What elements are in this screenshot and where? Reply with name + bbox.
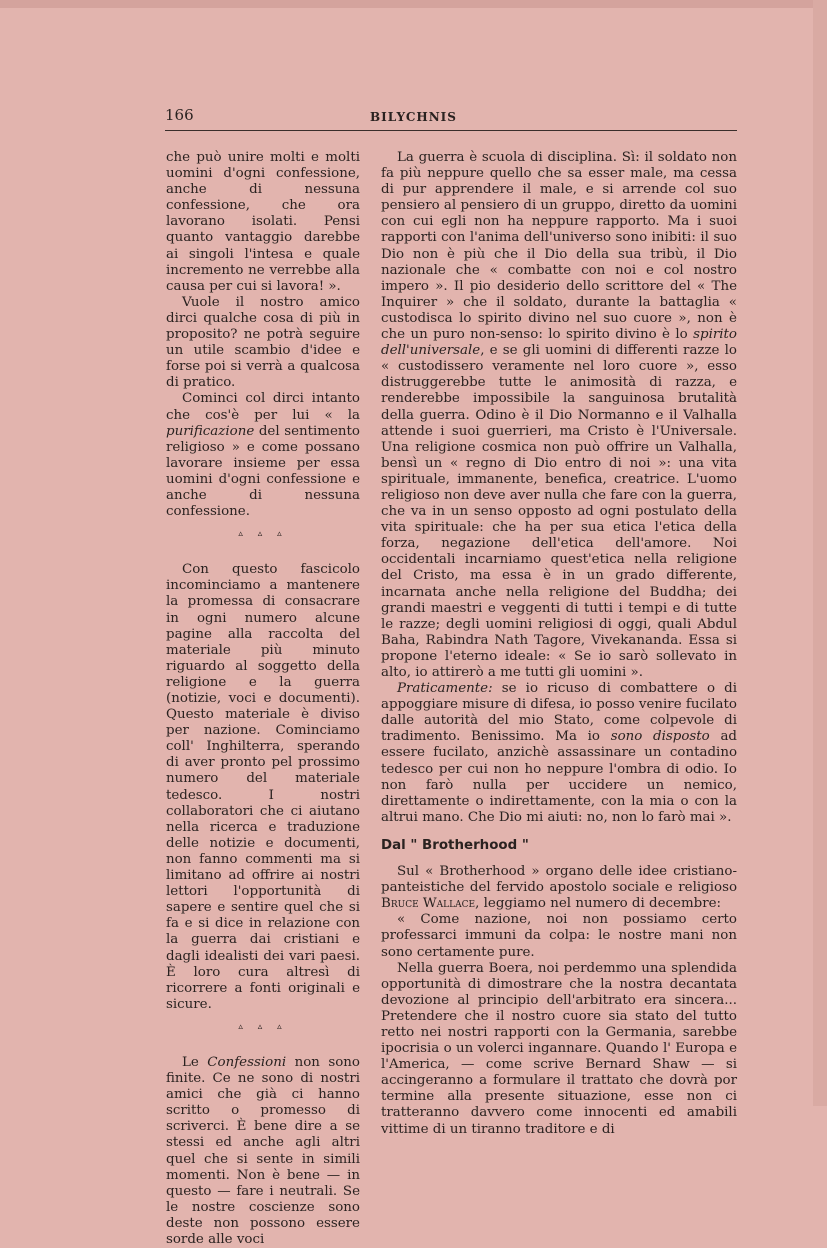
italic-text: spirito dell'universale <box>381 327 737 359</box>
paragraph: Vuole il nostro amico dirci qualche cosa di più in proposito? ne potrà seguire un utile scambio d'idee e forse poi si verrà a qualcosa di pratico. <box>166 294 360 391</box>
header-rule <box>165 130 737 131</box>
paragraph <box>166 391 360 520</box>
italic-text: sono disposto <box>610 729 710 745</box>
text-run: , e se gli uomini di differenti razze lo « custodissero veramente nel loro cuore », esso distruggerebbe tutte le animosità di razza, e renderebbe impossibile la sanguinosa brutalità della guerra. Odino è il Dio Normanno e il Valhalla attende i suoi guerrieri, ma Cristo è l'Universale. Una religione cosmica non può offrire un Valhalla, bensì un « regno di Dio entro di noi »: una vita spirituale, immanente, benefica, creatrice. L'uomo religioso non deve aver nulla che fare con la guerra, che va in un senso opposto ad ogni postulato della vita spirituale: che ha per sua etica l'etica della forza, negazione dell'etica dell'amore. Noi occidentali incarniamo quest'etica nella religione del Cristo, ma essa è in un grado differente, incarnata anche nella religione del Buddha; dei grandi maestri e veggenti di tutti i tempi e di tutte le razze; degli uomini religiosi di oggi, quali Abdul Baha, Rabindra Nath Tagore, Vivekananda. Essa si propone l'eterno ideale: « Se io sarò sollevato in alto, io attirerò a me tutti gli uomini ». <box>381 343 737 680</box>
text-run: , leggiamo nel numero di decembre: <box>475 896 722 912</box>
page-right-edge <box>813 0 827 1106</box>
paragraph <box>166 1055 360 1248</box>
paragraph <box>381 150 737 681</box>
text-run: se io ricuso di combattere o di appoggiare misure di difesa, io posso venire fucilato dalle autorità del mio Stato, come colpevole di tradimento. Benissimo. Ma io <box>381 681 737 745</box>
text-run: Cominci col dirci intanto che cos'è per lui « la <box>166 391 360 423</box>
text-run: La guerra è scuola di disciplina. Sì: il soldato non fa più neppure quello che sa esser male, ma cessa di pur apprendere il male, e si arrende col suo pensiero al pensiero di un gruppo, diretto da uomini con cui egli non ha neppure rapporto. Ma i suoi rapporti con l'anima dell'universo sono inibiti: il suo Dio non è più che il Dio della sua tribù, il Dio nazionale che « combatte con noi e col nostro impero ». Il pio desiderio dello scrittore del « The Inquirer » che il soldato, durante la battaglia « custodisca lo spirito divino nel suo cuore », non è che un puro non-senso: lo spirito divino è lo <box>381 150 737 343</box>
running-title: BILYCHNIS <box>370 110 457 124</box>
italic-text: purificazione <box>166 423 255 439</box>
paragraph: Con questo fascicolo incominciamo a mantenere la promessa di consacrare in ogni numero alcune pagine alla raccolta del materiale più minuto riguardo al soggetto della religione e la guerra (notizie, voci e documenti). Questo materiale è diviso per nazione. Cominciamo coll' Inghilterra, sperando di aver pronto pel prossimo numero del materiale tedesco. I nostri collaboratori che ci aiutano nella ricerca e traduzione delle notizie e documenti, non fanno commenti ma si limitano ad offrire ai nostri lettori l'opportunità di sapere e sentire quel che si fa e si dice in relazione con la guerra dai cristiani e dagli idealisti dei vari paesi. È loro cura altresì di ricorrere a fonti originali e sicure. <box>166 562 360 1012</box>
text-run: Sul « Brotherhood » organo delle idee cristiano-panteistiche del fervido apostolo sociale e religioso <box>381 864 737 896</box>
section-heading: Dal " Brotherhood " <box>381 837 529 853</box>
text-run: non sono finite. Ce ne sono di nostri amici che già ci hanno scritto o promesso di scriverci. È bene dire a se stessi ed anche agli altri quel che si sente in simili momenti. Non è bene — in questo — fare i neutrali. Se le nostre coscienze sono deste non possono essere sorde alle voci <box>166 1054 360 1247</box>
small-caps-name: Bruce Wallace <box>381 896 476 912</box>
paragraph <box>381 864 737 912</box>
italic-text: Praticamente: <box>397 681 493 697</box>
paragraph: che può unire molti e molti uomini d'ogni confessione, anche di nessuna confessione, che ora lavorano isolati. Pensi quanto vantaggio darebbe ai singoli l'intesa e quale incremento ne verrebbe alla causa per cui si lavora! ». <box>166 150 360 294</box>
text-run: del sentimento religioso » e come possano lavorare insieme per essa uomini d'ogni confessione e anche di nessuna confessione. <box>166 423 360 520</box>
italic-text: Confessioni <box>207 1054 287 1070</box>
left-column <box>166 150 360 1248</box>
text-run: ad essere fucilato, anzichè assassinare un contadino tedesco per cui non ho neppure l'ombra di odio. Io non farò nulla per uccidere un nemico, direttamente o indirettamente, con la mia o con la altrui mano. Che Dio mi aiuti: no, non lo farò mai ». <box>381 729 738 825</box>
page-number: 166 <box>165 106 194 124</box>
paragraph <box>381 681 737 826</box>
section-ornament: ▵ ▵ ▵ <box>238 529 288 540</box>
text-run: Le <box>182 1054 208 1070</box>
paragraph: Nella guerra Boera, noi perdemmo una splendida opportunità di dimostrare che la nostra decantata devozione al principio dell'arbitrato era sincera... Pretendere che il nostro cuore sia stato del tutto retto nei nostri rapporti con la Germania, sarebbe ipocrisia o un volerci ingannare. Quando l' Europa e l'America, — come scrive Bernard Shaw — si accingeranno a formulare il trattato che dovrà por termine alla presente situazione, esse non ci tratteranno davvero come innocenti ed amabili vittime di un tiranno traditore e di <box>381 960 737 1137</box>
section-ornament: ▵ ▵ ▵ <box>238 1021 288 1032</box>
page-top-edge <box>0 0 827 8</box>
right-column <box>381 150 737 1138</box>
paragraph: « Come nazione, noi non possiamo certo professarci immuni da colpa: le nostre mani non sono certamente pure. <box>381 912 737 960</box>
